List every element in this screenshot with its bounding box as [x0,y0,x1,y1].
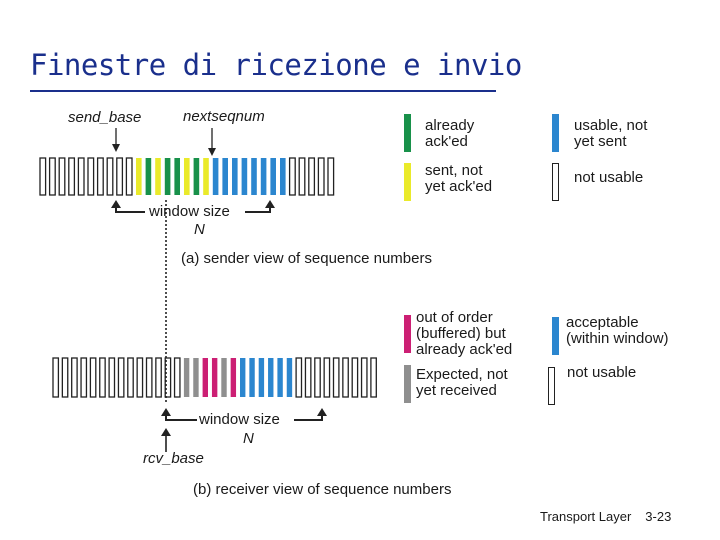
sender-sequence-strip [40,158,334,195]
green-bar-icon [404,114,411,152]
sender-seq-slot [184,158,190,195]
sender-seq-slot [98,158,104,195]
nextseqnum-arrow-icon [208,128,216,156]
sender-seq-slot [222,158,228,195]
legend-usable-not-sent: usable, not yet sent [574,117,648,150]
receiver-seq-slot [53,358,58,397]
receiver-seq-slot [193,358,198,397]
legend-acceptable: acceptable (within window) [566,314,669,347]
receiver-sequence-strip [53,358,376,397]
sender-window-size-label: window size [149,203,230,220]
receiver-seq-slot [212,358,217,397]
receiver-seq-slot [334,358,339,397]
receiver-caption: (b) receiver view of sequence numbers [193,481,452,498]
nextseqnum-label: nextseqnum [183,108,265,125]
receiver-seq-slot [268,358,273,397]
pink-bar-icon [404,315,411,353]
receiver-seq-slot [90,358,95,397]
sender-seq-slot [328,158,334,195]
receiver-seq-slot [137,358,142,397]
sender-seq-slot [117,158,123,195]
rcv-base-label: rcv_base [143,450,204,467]
receiver-seq-slot [72,358,77,397]
sender-seq-slot [242,158,248,195]
sender-seq-slot [50,158,56,195]
sender-seq-slot [309,158,315,195]
receiver-seq-slot [315,358,320,397]
sender-seq-slot [270,158,276,195]
sender-seq-slot [232,158,238,195]
rcv-base-arrow-icon [161,428,171,452]
send-base-arrow-icon [112,128,120,152]
receiver-window-left-arrow-icon [161,408,197,420]
sender-seq-slot [251,158,257,195]
sender-seq-slot [69,158,75,195]
receiver-seq-slot [277,358,282,397]
receiver-seq-slot [118,358,123,397]
sender-seq-slot [136,158,142,195]
blue-bar-icon [552,317,559,355]
legend-already-acked: already ack'ed [425,117,475,150]
sender-window-right-arrow-icon [245,200,275,212]
receiver-seq-slot [249,358,254,397]
sender-seq-slot [165,158,171,195]
receiver-seq-slot [128,358,133,397]
sender-window-left-arrow-icon [111,200,145,212]
sender-seq-slot [194,158,200,195]
legend-receiver-not-usable: not usable [567,364,637,381]
receiver-seq-slot [203,358,208,397]
sender-seq-slot [174,158,180,195]
legend-sent-not-acked: sent, not yet ack'ed [425,162,493,195]
sender-seq-slot [318,158,324,195]
page-title: Finestre di ricezione e invio [30,48,522,82]
receiver-seq-slot [296,358,301,397]
sender-seq-slot [299,158,305,195]
white-bar-icon [548,367,555,405]
sender-seq-slot [155,158,161,195]
sender-seq-slot [280,158,286,195]
legend-expected-not-received: Expected, not yet received [416,366,508,399]
sender-seq-slot [261,158,267,195]
receiver-seq-slot [100,358,105,397]
receiver-seq-slot [109,358,114,397]
receiver-seq-slot [147,358,152,397]
white-bar-icon [552,163,559,201]
gray-bar-icon [404,365,411,403]
sender-seq-slot [88,158,94,195]
sender-seq-slot [146,158,152,195]
footer-label: Transport Layer [540,509,632,524]
yellow-bar-icon [404,163,411,201]
receiver-seq-slot [352,358,357,397]
receiver-seq-slot [62,358,67,397]
receiver-seq-slot [305,358,310,397]
receiver-seq-slot [156,358,161,397]
receiver-seq-slot [221,358,226,397]
receiver-window-size-label: window size [199,411,280,428]
receiver-seq-slot [81,358,86,397]
sender-seq-slot [40,158,46,195]
sender-seq-slot [203,158,209,195]
receiver-seq-slot [240,358,245,397]
receiver-seq-slot [324,358,329,397]
send-base-label: send_base [68,109,142,126]
sender-seq-slot [126,158,132,195]
receiver-seq-slot [231,358,236,397]
receiver-seq-slot [287,358,292,397]
receiver-seq-slot [259,358,264,397]
receiver-seq-slot [184,358,189,397]
sender-seq-slot [59,158,65,195]
sender-caption: (a) sender view of sequence numbers [181,250,432,267]
sender-seq-slot [107,158,113,195]
receiver-window-right-arrow-icon [294,408,327,420]
sender-seq-slot [290,158,296,195]
legend-out-of-order: out of order (buffered) but already ack'ed [416,309,513,358]
sender-seq-slot [213,158,219,195]
receiver-seq-slot [362,358,367,397]
receiver-seq-slot [175,358,180,397]
receiver-seq-slot [371,358,376,397]
sender-n-label: N [194,221,205,238]
receiver-seq-slot [343,358,348,397]
sender-seq-slot [78,158,84,195]
footer-page-number: 3-23 [645,509,672,524]
blue-bar-icon [552,114,559,152]
footer [540,509,671,524]
receiver-n-label: N [243,430,254,447]
legend-sender-not-usable: not usable [574,169,644,186]
